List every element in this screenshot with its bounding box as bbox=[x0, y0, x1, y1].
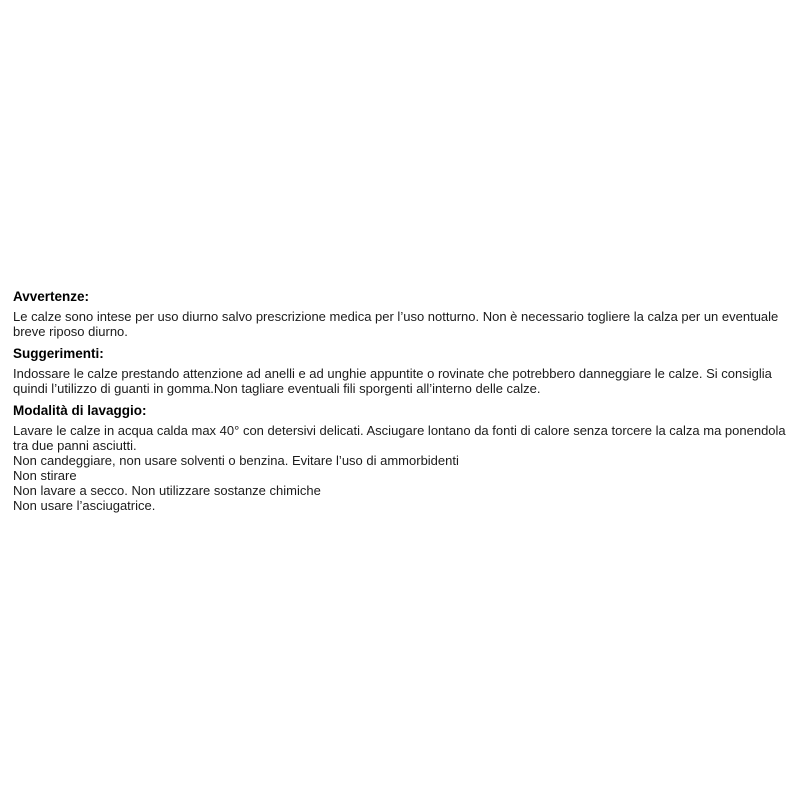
section-modalita-di-lavaggio bbox=[13, 403, 789, 513]
section-heading-avvertenze: Avvertenze: bbox=[13, 289, 90, 304]
section-suggerimenti bbox=[13, 346, 789, 396]
section-paragraph: Non lavare a secco. Non utilizzare sostanze chimiche bbox=[13, 483, 321, 498]
section-paragraph: Non candeggiare, non usare solventi o benzina. Evitare l’uso di ammorbidenti bbox=[13, 453, 459, 468]
section-paragraph: Indossare le calze prestando attenzione ad anelli e ad unghie appuntite o rovinate che potrebbero danneggiare le calze. Si consiglia quindi l’utilizzo di guanti in gomma.Non tagliare eventuali fili sporgenti all’interno delle calze. bbox=[13, 366, 772, 396]
section-paragraph: Le calze sono intese per uso diurno salvo prescrizione medica per l’uso notturno. Non è necessario togliere la calza per un eventuale breve riposo diurno. bbox=[13, 309, 779, 339]
section-avvertenze bbox=[13, 289, 789, 339]
section-paragraph: Non usare l’asciugatrice. bbox=[13, 498, 156, 513]
section-paragraph: Lavare le calze in acqua calda max 40° con detersivi delicati. Asciugare lontano da fonti di calore senza torcere la calza ma ponendola tra due panni asciutti. bbox=[13, 423, 786, 453]
section-paragraph: Non stirare bbox=[13, 468, 77, 483]
section-heading-suggerimenti: Suggerimenti: bbox=[13, 346, 104, 361]
section-heading-modalita-di-lavaggio: Modalità di lavaggio: bbox=[13, 403, 147, 418]
care-instructions-document bbox=[13, 289, 789, 513]
